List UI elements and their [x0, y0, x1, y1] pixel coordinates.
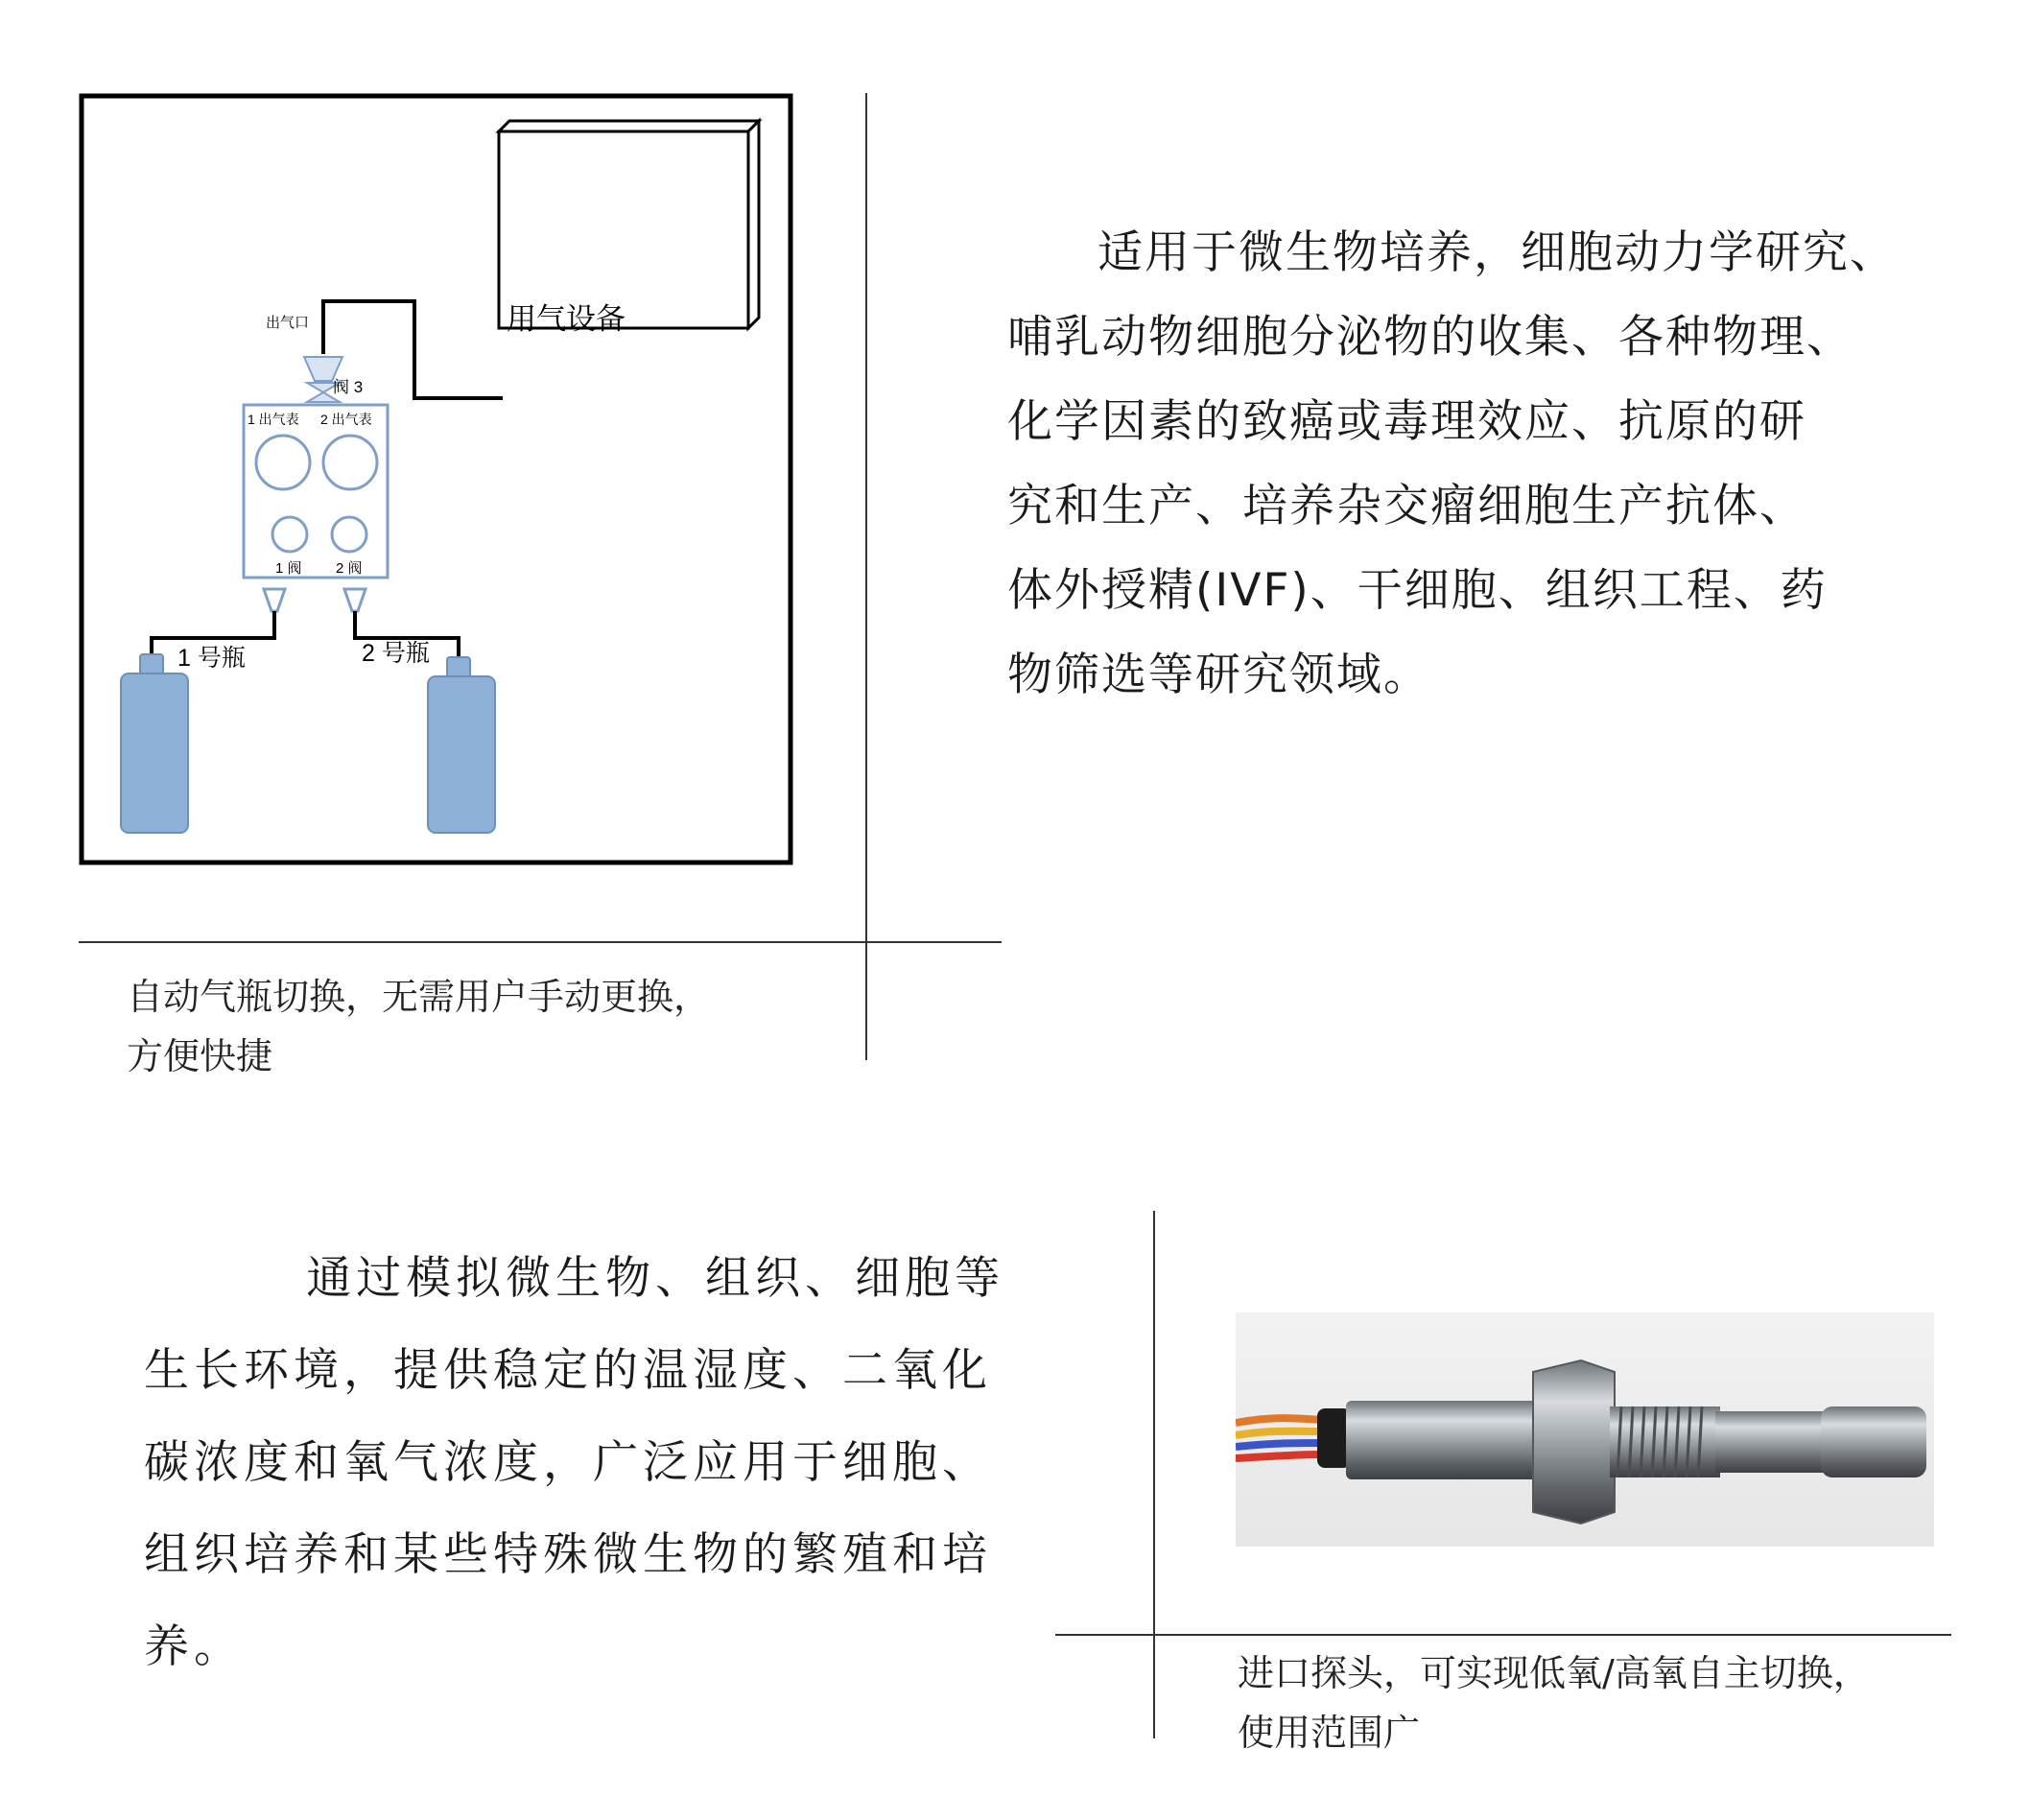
divider-horizontal-bottom — [1055, 1634, 1951, 1636]
divider-horizontal-top — [79, 941, 1002, 943]
valve-1-label: 1 阀 — [275, 560, 302, 577]
bottle-1-label: 1 号瓶 — [177, 645, 246, 672]
environment-paragraph: 通过模拟微生物、组织、细胞等 生长环境，提供稳定的温湿度、二氧化 碳浓度和氧气浓度，广泛应用于细胞、 组织培养和某些特殊微生物的繁殖和培 养。 — [144, 1252, 1005, 1673]
valve-2-knob — [332, 517, 366, 552]
gas-bottle-1 — [121, 654, 188, 833]
valve-2-label: 2 阀 — [336, 560, 363, 577]
sensor-probe-image — [1236, 1312, 1934, 1547]
divider-vertical-bottom — [1153, 1211, 1155, 1738]
gauge-2 — [323, 436, 377, 489]
outlet-label: 出气口 — [266, 315, 310, 331]
application-paragraph: 适用于微生物培养，细胞动力学研究、 哺乳动物细胞分泌物的收集、各种物理、 化学因素的致癌或毒理效应、抗原的研 究和生产、培养杂交瘤细胞生产抗体、 体外授精(IVF)、干细胞、组织工程、药 物筛选等研究领域。 — [1007, 226, 1897, 701]
divider-vertical-top — [865, 93, 867, 1060]
gauge-1 — [256, 436, 310, 489]
control-panel — [244, 405, 388, 578]
valve-3-label: 阀 3 — [333, 378, 364, 396]
gauge-2-label: 2 出气表 — [320, 412, 372, 427]
gas-device-box — [499, 121, 759, 336]
gas-bottle-2 — [428, 657, 495, 833]
gas-switching-diagram — [79, 93, 793, 865]
valve-1-knob — [272, 517, 307, 552]
gas-device-label: 用气设备 — [507, 302, 626, 336]
diagram-caption: 自动气瓶切换，无需用户手动更换， 方便快捷 — [127, 976, 711, 1077]
probe-caption: 进口探头，可实现低氧/高氧自主切换， 使用范围广 — [1238, 1652, 1870, 1754]
gauge-1-label: 1 出气表 — [248, 412, 299, 427]
bottle-2-label: 2 号瓶 — [362, 640, 430, 667]
